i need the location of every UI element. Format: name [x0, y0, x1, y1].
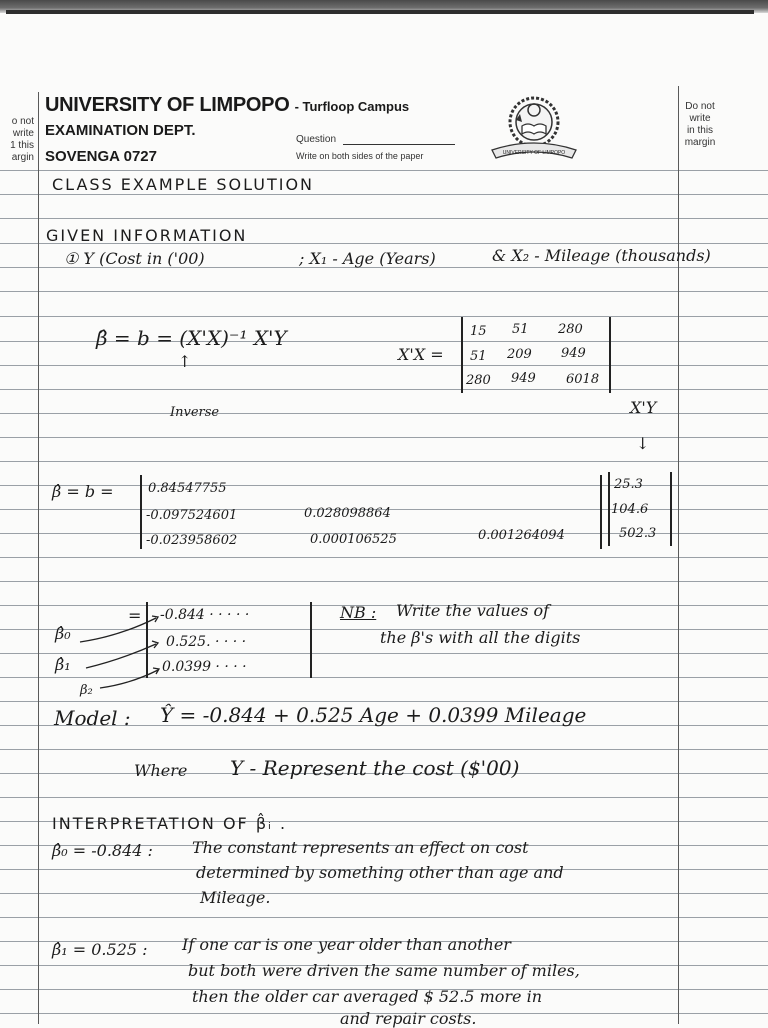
left-margin-line	[38, 92, 39, 1024]
model-label: Model :	[54, 706, 131, 730]
inverse-label: Inverse	[170, 405, 220, 420]
xty-cell: 502.3	[619, 526, 657, 541]
inverse-arrow: ↑	[178, 352, 192, 371]
given-heading: GIVEN INFORMATION	[46, 226, 248, 245]
b0-text-2: determined by something other than age and	[196, 863, 564, 882]
b0-text-1: The constant represents an effect on cost	[192, 838, 529, 857]
xty-label: X'Y	[630, 398, 657, 417]
exam-dept: EXAMINATION DEPT.	[45, 122, 196, 139]
xtx-cell: 280	[558, 322, 583, 337]
xtx-cell: 51	[512, 322, 529, 337]
var-x2: & X₂ - Mileage (thousands)	[492, 246, 711, 265]
xty-cell: 104.6	[611, 502, 649, 517]
where-text: Y - Represent the cost ($'00)	[230, 756, 520, 780]
question-line	[343, 144, 455, 145]
b1-text-2: but both were driven the same number of miles,	[188, 961, 580, 980]
b1-text-1: If one car is one year older than another	[182, 935, 511, 954]
estimates-eq: =	[128, 606, 142, 625]
xty-arrow: ↓	[636, 434, 650, 453]
beta-hat-0: β̂₀	[55, 624, 71, 643]
xty-cell: 25.3	[614, 477, 643, 492]
xtx-cell: 280	[466, 373, 491, 388]
nb-label: NB :	[340, 603, 377, 622]
inverse-cell: 0.028098864	[304, 506, 391, 521]
b1-text-4: and repair costs.	[340, 1009, 477, 1028]
xtx-cell: 6018	[566, 372, 600, 387]
postal-address: SOVENGA 0727	[45, 148, 157, 165]
campus-name: - Turfloop Campus	[294, 99, 410, 114]
b1-label: β̂₁ = 0.525 :	[52, 940, 148, 959]
right-margin-line	[678, 86, 679, 1024]
svg-text:UNIVERSITY OF LIMPOPO: UNIVERSITY OF LIMPOPO	[502, 150, 566, 156]
where-label: Where	[134, 761, 188, 780]
interpretation-heading: INTERPRETATION OF β̂ᵢ .	[52, 814, 288, 833]
page-title: CLASS EXAMPLE SOLUTION	[52, 175, 315, 194]
beta-formula: β̂ = b = (X'X)⁻¹ X'Y	[96, 326, 287, 350]
model-equation: Ŷ = -0.844 + 0.525 Age + 0.0399 Mileage	[160, 703, 587, 727]
beta-hat-1: β̂₁	[55, 655, 71, 674]
estimate-b2: 0.0399 · · · ·	[162, 659, 247, 675]
write-both-sides-note: Write on both sides of the paper	[296, 151, 424, 161]
question-label: Question	[296, 134, 337, 145]
xtx-cell: 209	[507, 347, 532, 362]
estimate-arrows	[60, 612, 170, 696]
beta-hat-2: β₂	[80, 683, 93, 698]
estimate-b0: -0.844 · · · · ·	[160, 607, 250, 623]
xtx-cell: 51	[470, 349, 487, 364]
page-edge	[6, 10, 754, 14]
right-margin-note: Do not write in this margin	[684, 101, 716, 148]
inverse-cell: 0.84547755	[148, 481, 227, 496]
left-margin-note: o not write 1 this argin	[10, 116, 34, 163]
b0-label: β̂₀ = -0.844 :	[52, 841, 153, 860]
exam-header	[45, 94, 409, 117]
inverse-cell: -0.023958602	[146, 533, 238, 548]
beta-eq-b: β̂ = b =	[52, 482, 114, 501]
nb-text-1: Write the values of	[396, 601, 550, 620]
inverse-cell: 0.001264094	[478, 528, 565, 543]
b1-text-3: then the older car averaged $ 52.5 more in	[192, 987, 542, 1006]
var-x1: ; X₁ - Age (Years)	[299, 249, 436, 268]
nb-text-2: the β's with all the digits	[380, 628, 581, 647]
university-logo	[486, 92, 582, 164]
estimate-b1: 0.525. · · · ·	[166, 634, 247, 650]
xtx-label: X'X =	[398, 345, 444, 364]
var-y: ① Y (Cost in ('00)	[64, 249, 205, 268]
xtx-cell: 949	[561, 346, 586, 361]
inverse-cell: -0.097524601	[146, 508, 238, 523]
xtx-cell: 949	[511, 371, 536, 386]
xtx-cell: 15	[470, 324, 487, 339]
inverse-cell: 0.000106525	[310, 532, 397, 547]
b0-text-3: Mileage.	[200, 888, 271, 907]
university-name: UNIVERSITY OF LIMPOPO	[45, 94, 290, 116]
